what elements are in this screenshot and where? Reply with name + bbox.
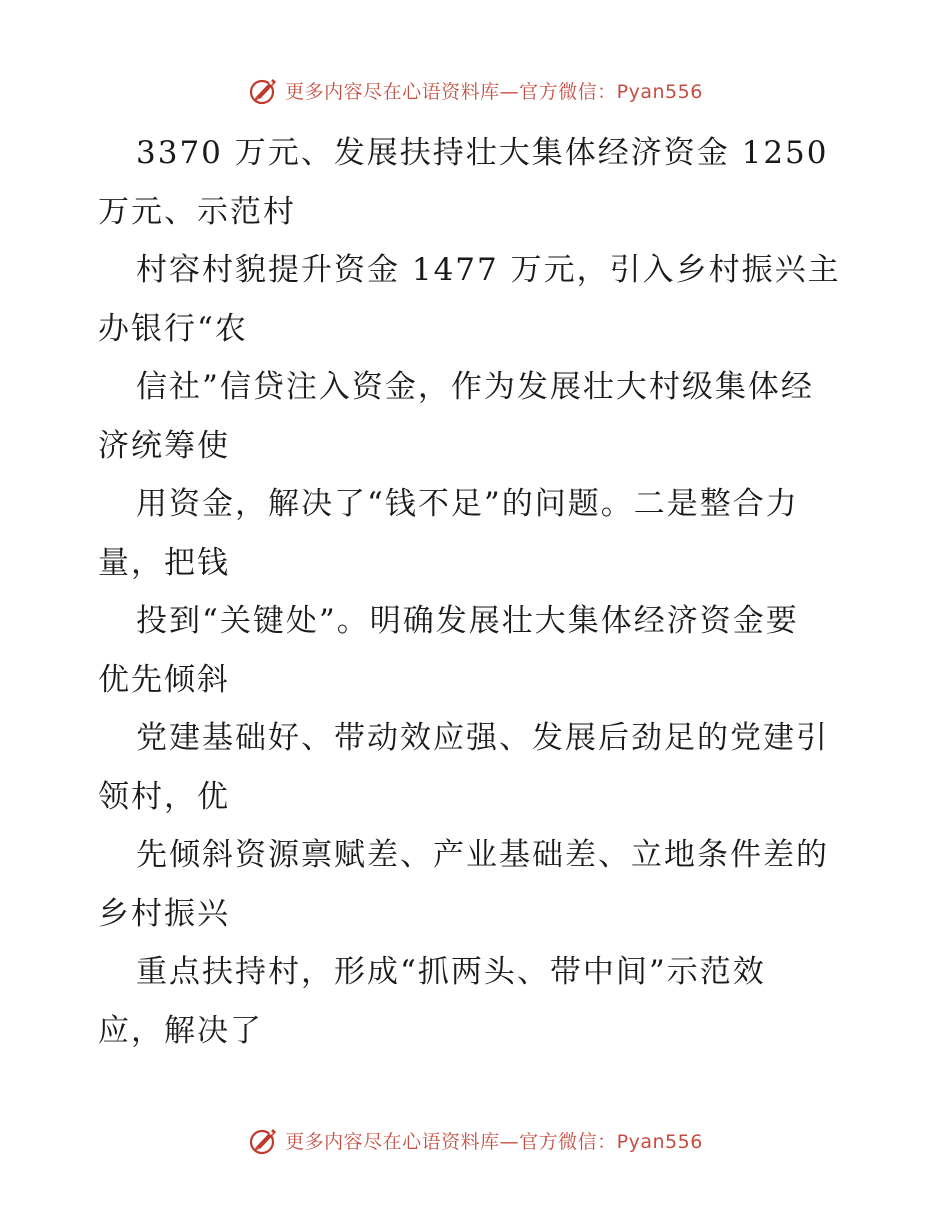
text-line: 3370 万元、发展扶持壮大集体经济资金 1250: [136, 135, 829, 171]
header-watermark-banner: [0, 70, 950, 110]
quill-logo-icon: [247, 73, 281, 107]
text-line: 村容村貌提升资金 1477 万元，引入乡村振兴主: [136, 252, 841, 288]
text-line: 办银行“农: [98, 310, 248, 347]
text-line: 领村，优: [98, 778, 230, 815]
text-line: 党建基础好、带动效应强、发展后劲足的党建引: [136, 720, 829, 756]
footer-watermark-banner: [0, 1120, 950, 1160]
text-line: 乡村振兴: [98, 895, 230, 932]
text-line: 先倾斜资源禀赋差、产业基础差、立地条件差的: [136, 837, 829, 873]
text-line: 用资金，解决了“钱不足”的问题。二是整合力: [136, 486, 799, 522]
quill-logo-icon: [247, 1123, 281, 1157]
text-line: 济统筹使: [98, 427, 230, 464]
text-line: 优先倾斜: [98, 661, 230, 698]
body-text: [98, 124, 868, 1060]
text-line: 投到“关键处”。明确发展壮大集体经济资金要: [136, 603, 799, 639]
header-banner-text: 更多内容尽在心语资料库—官方微信：Pyan556: [285, 80, 703, 103]
text-line: 信社”信贷注入资金，作为发展壮大村级集体经: [136, 369, 814, 405]
text-line: 应，解决了: [98, 1012, 263, 1049]
text-line: 量，把钱: [98, 544, 230, 581]
text-line: 重点扶持村，形成“抓两头、带中间”示范效: [136, 954, 766, 990]
text-line: 万元、示范村: [98, 193, 296, 230]
footer-banner-text: 更多内容尽在心语资料库—官方微信：Pyan556: [285, 1130, 703, 1153]
